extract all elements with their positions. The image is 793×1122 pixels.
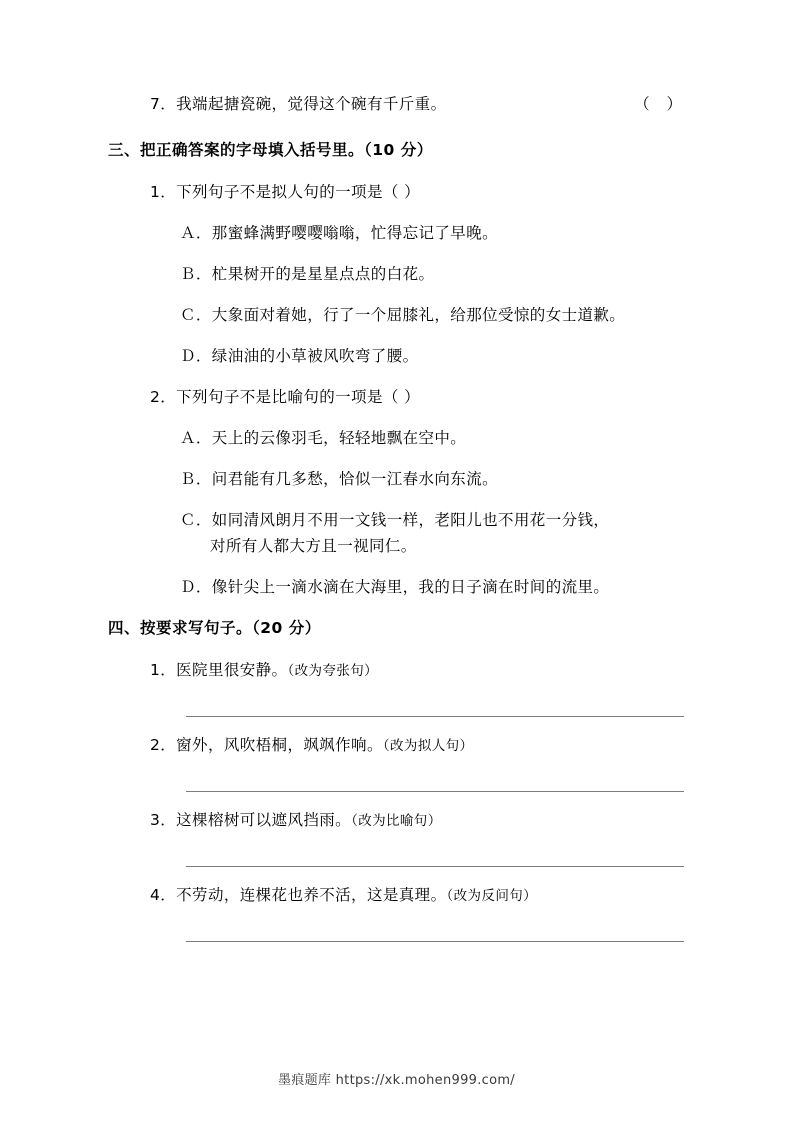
footer-watermark: 墨痕题库 https://xk.mohen999.com/ [278,1073,515,1088]
section-4-item-2 [150,733,688,755]
section-3-title: 三、把正确答案的字母填入括号里。（10 分） [108,141,433,160]
section-4-answer-line-4[interactable] [186,911,684,942]
worksheet-content [108,92,688,958]
section-4-item-3-text: 3．这棵榕树可以遮风挡雨。 [150,811,352,830]
section-3-q2-choice-c-continued: 对所有人都大方且一视同仁。 [210,537,417,556]
question-7-answer-paren[interactable]: （ ） [634,95,688,113]
section-4-item-2-hint: （改为拟人句） [382,738,474,755]
section-3-q2-choice-a[interactable]: Ａ．天上的云像羽毛，轻轻地飘在空中。 [180,429,467,448]
section-3-q2-choice-c[interactable] [180,508,688,556]
section-4-answer-line-2[interactable] [186,761,684,792]
section-3-q2-choice-c-text: Ｃ．如同清风朗月不用一文钱一样，老阳儿也不用花一分钱， [180,511,610,530]
section-4-answer-line-3[interactable] [186,836,684,867]
section-4-item-1-text: 1．医院里很安静。 [150,661,288,680]
section-4-item-2-text: 2．窗外，风吹梧桐，飒飒作响。 [150,736,383,755]
section-4-item-4 [150,883,688,905]
section-4-title: 四、按要求写句子。（20 分） [108,619,321,638]
section-4-item-1 [150,658,688,680]
section-3-q1-choice-b[interactable]: Ｂ．杧果树开的是星星点点的白花。 [180,265,435,284]
section-3-question-1-stem: 1．下列句子不是拟人句的一项是（ ） [150,183,420,202]
section-3-q2-choice-b[interactable]: Ｂ．问君能有几多愁，恰似一江春水向东流。 [180,470,499,489]
section-3-q1-choice-a[interactable]: Ａ．那蜜蜂满野嘤嘤嗡嗡，忙得忘记了早晚。 [180,224,499,243]
section-4-item-4-hint: （改为反问句） [446,888,538,905]
question-7-row [150,92,688,116]
section-3-q2-choice-d[interactable]: Ｄ．像针尖上一滴水滴在大海里，我的日子滴在时间的流里。 [180,578,610,597]
section-4-item-1-hint: （改为夸张句） [287,663,379,680]
section-3-question-2-stem: 2．下列句子不是比喻句的一项是（ ） [150,388,420,407]
section-3-q1-choice-c[interactable]: Ｃ．大象面对着她，行了一个屈膝礼，给那位受惊的女士道歉。 [180,306,626,325]
section-4-item-3 [150,808,688,830]
section-4-item-3-hint: （改为比喻句） [351,813,442,830]
section-4-answer-line-1[interactable] [186,686,684,717]
section-4-item-4-text: 4．不劳动，连棵花也养不活，这是真理。 [150,886,447,905]
section-3-q1-choice-d[interactable]: Ｄ．绿油油的小草被风吹弯了腰。 [180,347,419,366]
question-7-text: 7．我端起搪瓷碗，觉得这个碗有千斤重。 [150,95,447,113]
